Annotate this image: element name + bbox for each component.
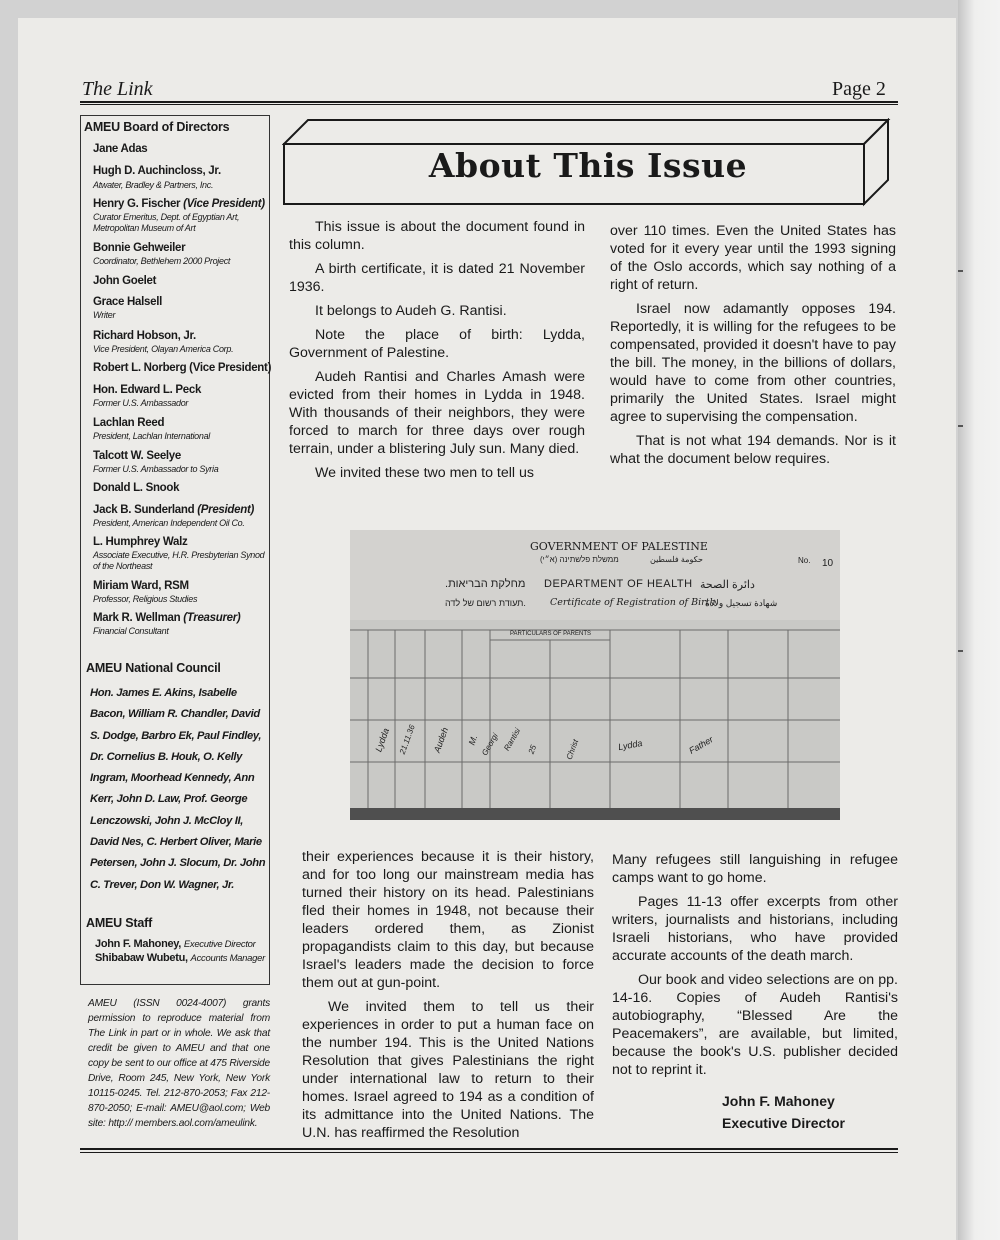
board-member-name: Henry G. Fischer (Vice President) [93,198,265,210]
paragraph: A birth certificate, it is dated 21 November 1936. [289,261,585,295]
staff-heading: AMEU Staff [86,916,153,930]
board-member-office: (President) [197,504,255,516]
reprint-permission-notice: AMEU (ISSN 0024-4007) grants permission to reproduce material from The Link in part or in whole. We ask that credit be given to AMEU and that one copy be sent to our office at 475 Riverside Drive, Room 245, New York, New York 10115-0245. Tel. 212-870-2053; Fax 212-870-2050; E-mail: AMEU@aol.com; Web site: http:// members.aol.com/ameulink. [88,998,270,1129]
paragraph: We invited these two men to tell us [315,465,534,481]
board-member-name: Richard Hobson, Jr. [93,330,196,342]
board-member-office: (Treasurer) [183,612,241,624]
signature-title: Executive Director [722,1115,845,1131]
board-member-title: of the Northeast [93,561,153,571]
board-member-name: Jack B. Sunderland (President) [93,504,255,516]
paragraph: Our book and video selections are on pp. 14-16. Copies of Audeh Rantisi's autobiography, “Blessed Are the Peacemakers”, are available, but limited, because the book's U.S. publisher decided not to reprint it. [612,972,898,1078]
cert-handwriting: M. [466,733,480,747]
board-member-name: Donald L. Snook [93,482,180,494]
cert-handwriting: 21.11.36 [397,723,417,756]
board-member-office: (Vice President) [183,198,265,210]
board-member-title: Financial Consultant [93,626,169,636]
staff-member: Shibabaw Wubetu, Accounts Manager [95,952,265,964]
board-member-title: Atwater, Bradley & Partners, Inc. [93,180,214,190]
paragraph: Pages 11-13 offer excerpts from other writers, journalists and historians, including Israeli historians, who have provided accurate accounts of the death march. [612,894,898,964]
cert-handwriting: Father [687,734,715,756]
cert-handwriting: Audeh [431,726,451,754]
council-members: Hon. James E. Akins, Isabelle Bacon, William R. Chandler, David S. Dodge, Barbro Ek, Paul Findley, Dr. Cornelius B. Houk, O. Kelly Ingram, Moorhead Kennedy, Ann Kerr, John D. Law, Prof. George Lenczowski, John J. McCloy II, David Nes, C. Herbert Oliver, Marie Petersen, John J. Slocum, Dr. John C. Trever, Don W. Wagner, Jr. [90,687,266,891]
board-member-name: Miriam Ward, RSM [93,580,189,592]
board-heading: AMEU Board of Directors [84,120,230,134]
board-member-name: Lachlan Reed [93,417,165,429]
next-page-edge [958,0,1000,1240]
cert-handwriting: Georgi [480,731,500,758]
board-member-title: Coordinator, Bethlehem 2000 Project [93,256,231,266]
cert-department-hebrew: .מחלקת הבריאות [445,578,526,590]
council-heading: AMEU National Council [86,661,221,675]
paragraph: It belongs to Audeh G. Rantisi. [315,303,507,319]
board-member-name: Hon. Edward L. Peck [93,384,202,396]
footer-rule [80,1148,898,1150]
paragraph: Israel now adamantly opposes 194. Reportedly, it is willing for the refugees to be compensated, provided it doesn't have to pay the bill. The money, in the billions of dollars, would have to come from other countries, primarily the United States. Israel might agree to supervising the compensation. [610,301,896,425]
board-member-title: Metropolitan Museum of Art [93,223,196,233]
certificate-paper [350,530,840,820]
cert-certificate-line: Certificate of Registration of Birth [550,597,716,608]
board-member-name: L. Humphrey Walz [93,536,188,548]
paragraph: This issue is about the document found in this column. [289,219,585,253]
cert-number: 10 [822,558,834,569]
cert-handwriting: Lydda [373,726,392,754]
masthead-sidebar [80,115,270,985]
cert-handwriting: Lydda [617,737,644,753]
footer-rule-thin [80,1152,898,1153]
board-member-title: Former U.S. Ambassador [93,398,189,408]
board-member-title: President, American Independent Oil Co. [93,518,245,528]
paragraph: Audeh Rantisi and Charles Amash were evicted from their homes in Lydda in 1948. With thousands of their neighbors, they were forced to march for three days over rough terrain, under a blistering July sun. Many died. [289,369,585,457]
board-member-name: Grace Halsell [93,296,162,308]
board-member-title: Professor, Religious Studies [93,594,198,604]
cert-handwriting: Christ [564,738,581,761]
article-column-right-top [610,222,896,474]
cert-certificate-arabic: شهادة تسجيل ولادة [705,598,778,608]
article-column-left-top [289,218,585,488]
paragraph: We invited them to tell us their experiences in order to put a human face on the number 194. This is the United Nations Resolution that gives Palestinians the right under international law to return to their homes. Israel agreed to 194 as a condition of its admittance into the United Nations. The U.N. has reaffirmed the Resolution [302,999,594,1141]
paragraph: over 110 times. Even the United States has voted for it every year until the 1993 signing of the Oslo accords, which say nothing of a right of return. [610,223,896,293]
board-member-title: Vice President, Olayan America Corp. [93,344,234,354]
page-number: Page 2 [832,78,886,100]
board-member-title: President, Lachlan International [93,431,210,441]
cert-handwriting: 25 [526,743,539,756]
board-member-title: Former U.S. Ambassador to Syria [93,464,219,474]
cert-government-hebrew: ממשלת פלשתינה (א״י) [540,555,619,564]
board-member-name: Talcott W. Seelye [93,450,181,462]
board-member-name: Jane Adas [93,143,148,155]
board-member-name: John Goelet [93,275,157,287]
board-member-name: Bonnie Gehweiler [93,242,186,254]
article-column-right-bottom [612,851,898,1085]
cert-department-arabic: دائرة الصحة [700,579,755,591]
article-column-left-bottom [302,848,594,1148]
board-member-name: Hugh D. Auchincloss, Jr. [93,165,221,177]
cert-government: GOVERNMENT OF PALESTINE [530,540,708,553]
cert-department: DEPARTMENT OF HEALTH [544,578,693,590]
paragraph: their experiences because it is their history, and for too long our mainstream media has turned their history on its head. Palestinians fled their homes in 1948, not because their leaders ordered them, as Zionist propagandists claim to this day, but because Israel's leaders made the decision to force them out at gun-point. [302,849,594,991]
cert-parents-label: PARTICULARS OF PARENTS [510,631,592,637]
cert-government-arabic: حكومة فلسطين [650,555,703,564]
header-rule [80,101,898,103]
cert-handwriting: Rantisi [502,726,523,753]
paragraph: Note the place of birth: Lydda, Government of Palestine. [289,327,585,361]
paragraph: That is not what 194 demands. Nor is it what the document below requires. [610,433,896,467]
board-member-title: Associate Executive, H.R. Presbyterian Synod [93,550,265,560]
board-member-name: Mark R. Wellman (Treasurer) [93,612,241,624]
edge-mark [958,425,963,427]
cert-certificate-hebrew: תעודת רשום של לדה. [445,598,526,608]
header-rule-thin [80,104,898,105]
signature-name: John F. Mahoney [722,1093,835,1109]
cert-number-label: No. [798,556,811,565]
board-member-title: Curator Emeritus, Dept. of Egyptian Art, [93,212,240,222]
paragraph: Many refugees still languishing in refugee camps want to go home. [612,852,898,886]
publication-title: The Link [82,78,153,100]
birth-certificate-photo [350,530,840,820]
board-member-name: Robert L. Norberg (Vice President) [93,362,272,374]
article-title: About This Issue [428,146,748,185]
staff-member: John F. Mahoney, Executive Director [95,938,256,950]
edge-mark [958,650,963,652]
board-member-title: Writer [93,310,116,320]
edge-mark [958,270,963,272]
